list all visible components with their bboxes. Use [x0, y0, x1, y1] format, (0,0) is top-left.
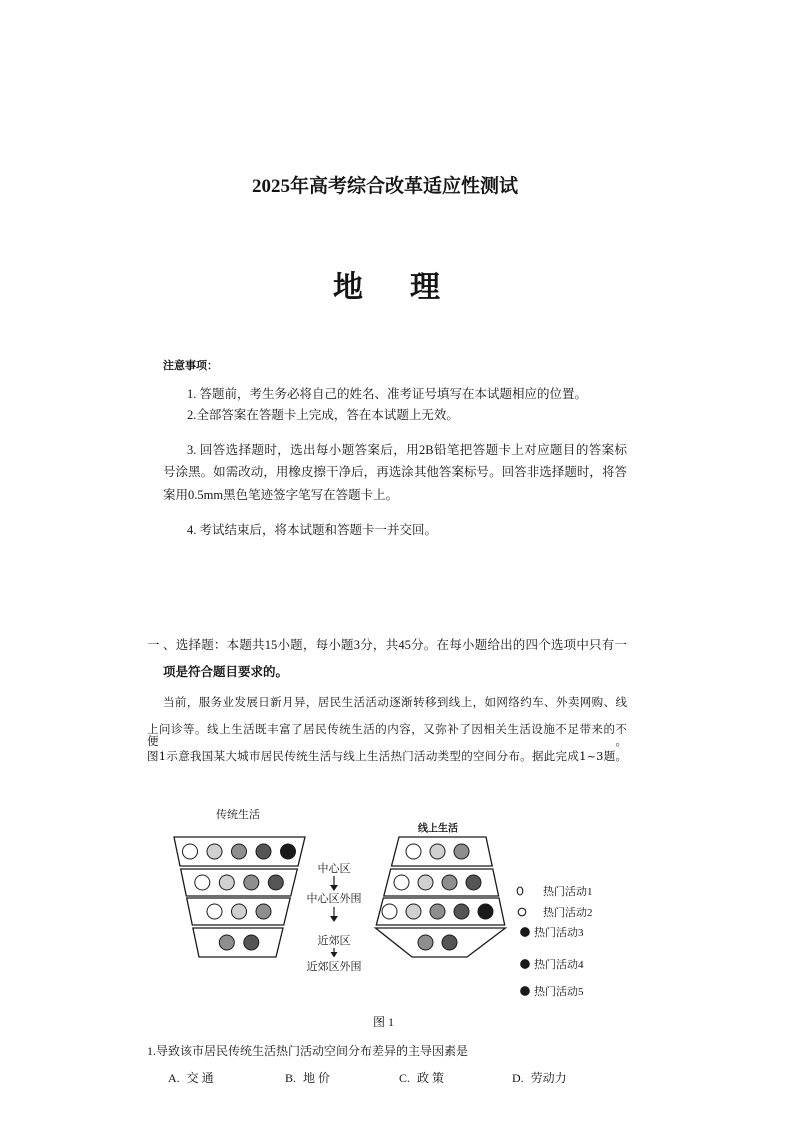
traditional-hot-activity-3-dot: [256, 904, 271, 919]
online-hot-activity-4-dot: [454, 904, 469, 919]
zone-sequence: [307, 861, 362, 973]
legend-label-activity-4: 热门活动4: [534, 959, 584, 971]
traditional-hot-activity-4-dot: [244, 935, 259, 950]
notes-heading: 注意事项：: [163, 360, 218, 372]
question-1-stem: 1.导致该市居民传统生活热门活动空间分布差异的主导因素是: [147, 1044, 469, 1058]
online-hot-activity-3-dot: [442, 875, 457, 890]
legend-marker-activity-1: [517, 887, 523, 895]
zone-label-suburb-outer: 近郊区外围: [306, 961, 362, 973]
online-hot-activity-4-dot: [466, 875, 481, 890]
subject-char-1: 地: [333, 271, 363, 304]
traditional-life-title: 传统生活: [216, 809, 260, 821]
material-line-3: 图1示意我国某大城市居民传统生活与线上生活热门活动类型的空间分布。据此完成1~3题。: [147, 749, 627, 763]
note-item-2: 2.全部答案在答题卡上完成，答在本试题上无效。: [187, 408, 459, 422]
traditional-hot-activity-1-dot: [207, 904, 222, 919]
option-text: 地 价: [303, 1071, 331, 1085]
online-hot-activity-2-dot: [418, 875, 433, 890]
online-hot-activity-3-dot: [454, 844, 469, 859]
zone-label-center-outer: 中心区外围: [306, 893, 362, 905]
traditional-hot-activity-2-dot: [207, 844, 222, 859]
legend-label-activity-3: 热门活动3: [534, 927, 584, 939]
legend-marker-activity-3: [521, 928, 530, 937]
online-hot-activity-1-dot: [382, 904, 397, 919]
legend-marker-activity-4: [521, 960, 530, 969]
traditional-hot-activity-5-dot: [281, 844, 296, 859]
exam-title: 2025年高考综合改革适应性测试: [251, 176, 518, 197]
option-letter: D.: [512, 1071, 524, 1085]
note-item-3-line-2: 号涂黑。如需改动，用橡皮擦干净后，再选涂其他答案标号。回答非选择题时，将答: [163, 465, 627, 479]
online-hot-activity-1-dot: [406, 844, 421, 859]
zone-label-suburb: 近郊区: [317, 935, 351, 947]
online-hot-activity-2-dot: [406, 904, 421, 919]
option-text: 劳动力: [530, 1071, 567, 1085]
online-zone-band: [376, 928, 506, 957]
legend: [517, 884, 592, 998]
note-item-3-line-3: 案用0.5mm黑色笔迹签字笔写在答题卡上。: [163, 488, 399, 502]
traditional-hot-activity-3-dot: [244, 875, 259, 890]
option-text: 交 通: [186, 1071, 214, 1085]
legend-marker-activity-5: [521, 987, 530, 996]
legend-marker-activity-2: [518, 908, 526, 916]
zone-label-center: 中心区: [317, 863, 351, 875]
traditional-hot-activity-2-dot: [232, 904, 247, 919]
legend-label-activity-1: 热门活动1: [543, 886, 593, 898]
option-letter: C.: [399, 1071, 411, 1085]
traditional-zone-band: [193, 928, 283, 957]
material-line-1: 当前，服务业发展日新月异，居民生活活动逐渐转移到线上，如网络约车、外卖网购、线: [163, 695, 627, 709]
section-heading-line-2: 项是符合题目要求的。: [163, 665, 289, 679]
traditional-hot-activity-2-dot: [219, 875, 234, 890]
note-item-1: 1. 答题前，考生务必将自己的姓名、准考证号填写在本试题相应的位置。: [187, 387, 588, 401]
arrow-down-icon: [330, 885, 338, 891]
option-letter: B.: [285, 1071, 297, 1085]
option-c: [399, 1072, 444, 1084]
legend-label-activity-5: 热门活动5: [534, 986, 584, 998]
traditional-hot-activity-1-dot: [183, 844, 198, 859]
online-life-title: 线上生活: [418, 823, 458, 835]
arrow-down-icon: [330, 916, 338, 922]
material-line-2: 上问诊等。线上生活既丰富了居民传统生活的内容，又弥补了因相关生活设施不足带来的不便。: [147, 722, 627, 748]
option-a: [168, 1072, 214, 1084]
traditional-hot-activity-3-dot: [219, 935, 234, 950]
traditional-hot-activity-4-dot: [256, 844, 271, 859]
note-item-3-line-1: 3. 回答选择题时，选出每小题答案后，用2B铅笔把答题卡上对应题目的答案标: [187, 443, 627, 457]
online-hot-activity-3-dot: [430, 904, 445, 919]
option-text: 政 策: [417, 1071, 445, 1085]
figure-1-diagram: [160, 800, 620, 1010]
option-d: [512, 1072, 567, 1084]
online-hot-activity-3-dot: [418, 935, 433, 950]
traditional-hot-activity-4-dot: [268, 875, 283, 890]
figure-caption: 图 1: [373, 1015, 395, 1029]
online-hot-activity-2-dot: [430, 844, 445, 859]
online-hot-activity-5-dot: [478, 904, 493, 919]
section-heading-line-1: 一 、选择题：本题共15小题，每小题3分，共45分。在每小题给出的四个选项中只有一: [147, 638, 627, 652]
traditional-hot-activity-3-dot: [232, 844, 247, 859]
arrow-down-icon: [331, 952, 338, 958]
traditional-hot-activity-1-dot: [195, 875, 210, 890]
online-hot-activity-1-dot: [394, 875, 409, 890]
subject-char-2: 理: [410, 271, 440, 304]
option-letter: A.: [168, 1071, 180, 1085]
online-hot-activity-4-dot: [442, 935, 457, 950]
option-b: [285, 1072, 330, 1084]
note-item-4: 4. 考试结束后，将本试题和答题卡一并交回。: [187, 523, 438, 537]
legend-label-activity-2: 热门活动2: [543, 907, 593, 919]
